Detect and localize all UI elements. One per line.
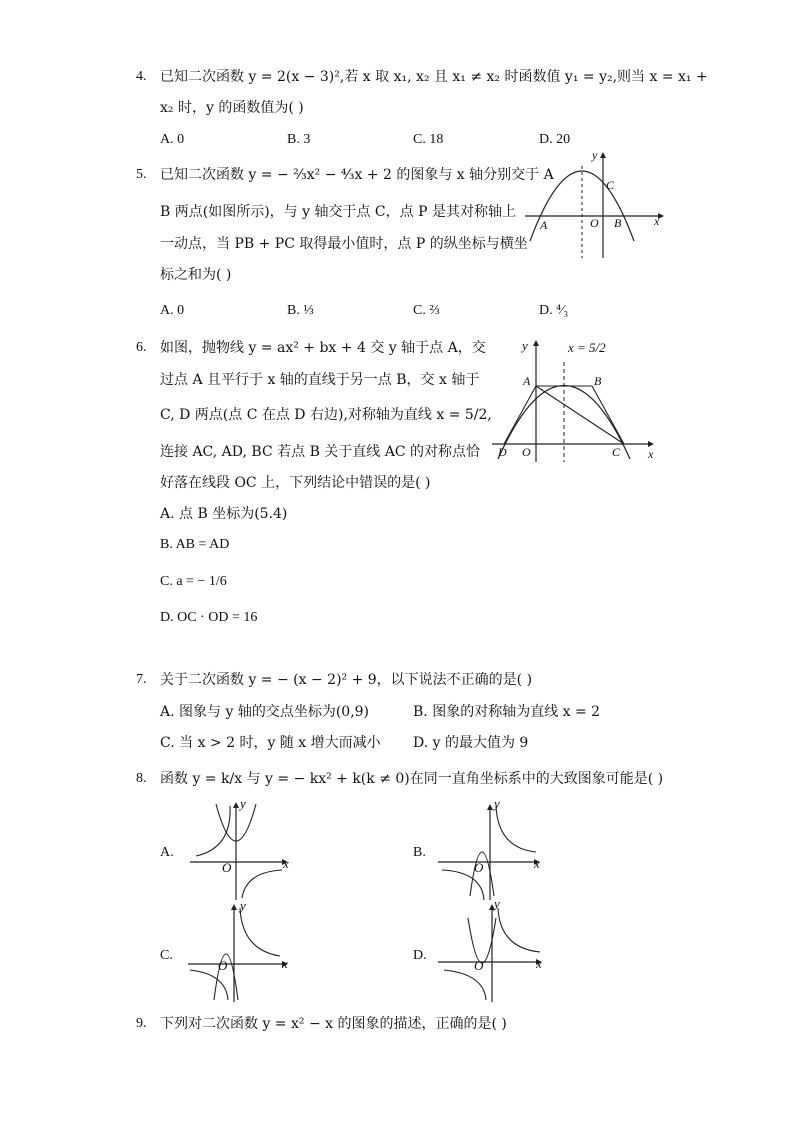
q5-stem-line2: B 两点(如图所示)，与 y 轴交于点 C，点 P 是其对称轴上: [160, 204, 516, 220]
q8d-hyperbola-right: [498, 908, 540, 952]
q9-stem: 下列对二次函数 y = x² − x 的图象的描述，正确的是( ): [160, 1016, 507, 1032]
q6-y-arrow: [533, 340, 539, 346]
q8d-label-o: O: [474, 958, 484, 973]
q6-label-d: D: [498, 445, 507, 459]
q6-option-b: B. AB = AD: [160, 537, 230, 552]
q8-graph-c: [186, 900, 298, 1004]
q4-option-b: B. 3: [287, 132, 311, 147]
q6-stem-line2: 过点 A 且平行于 x 轴的直线于另一点 B，交 x 轴于: [160, 372, 480, 388]
q7-number: 7.: [136, 672, 147, 687]
q5-number: 5.: [136, 167, 147, 182]
q8c-label-o: O: [218, 958, 228, 973]
q7-option-b: B. 图象的对称轴为直线 x = 2: [413, 704, 601, 720]
q5-figure: [520, 146, 670, 266]
q8b-hyperbola-right: [496, 806, 536, 852]
q7-option-a: A. 图象与 y 轴的交点坐标为(0,9): [160, 704, 370, 720]
q8c-hyperbola-left: [190, 970, 228, 1000]
q7-option-c: C. 当 x > 2 时，y 随 x 增大而减小: [160, 735, 381, 751]
q8a-label-y: y: [240, 796, 246, 811]
q9-number: 9.: [136, 1016, 147, 1031]
q5-label-o: O: [590, 216, 599, 230]
q8-stem: 函数 y = k/x 与 y = − kx² + k(k ≠ 0)在同一直角坐标系中的大致图象可能是( ): [160, 771, 664, 787]
q6-label-o: O: [522, 445, 531, 459]
q6-label-x: x: [648, 447, 654, 461]
q5-label-b: B: [614, 216, 622, 230]
q8-option-b: B.: [413, 845, 426, 860]
q5-label-x: x: [654, 214, 660, 228]
q8c-label-y: y: [240, 898, 246, 913]
q5-stem-line1: 已知二次函数 y = − ⅔x² − ⁴⁄₃x + 2 的图象与 x 轴分别交于 A: [160, 167, 554, 183]
q6-option-a: A. 点 B 坐标为(5.4): [160, 506, 288, 522]
q5-label-a: A: [540, 218, 548, 232]
q5-label-c: C: [606, 178, 615, 192]
q8-option-d: D.: [413, 948, 427, 963]
q6-label-a: A: [523, 374, 531, 388]
q8-graph-a: [186, 798, 296, 902]
q6-figure: [488, 334, 668, 466]
q8c-hyperbola-right: [240, 908, 280, 956]
q6-segment-bc: [592, 386, 624, 444]
q8d-label-y: y: [494, 896, 500, 911]
q4-option-c: C. 18: [413, 132, 444, 147]
q8c-label-x: x: [282, 956, 288, 971]
q6-option-d: D. OC · OD = 16: [160, 610, 258, 625]
q8a-label-x: x: [283, 856, 289, 871]
q8a-label-o: O: [222, 860, 232, 875]
q6-stem-line1: 如图，抛物线 y = ax² + bx + 4 交 y 轴于点 A，交: [160, 340, 486, 356]
q8d-hyperbola-left: [444, 970, 486, 1000]
q4-option-a: A. 0: [160, 132, 185, 147]
q6-label-axis: x = 5/2: [568, 340, 606, 355]
q8b-label-y: y: [494, 796, 500, 811]
q6-stem-line3: C, D 两点(点 C 在点 D 右边),对称轴为直线 x = 5/2,: [160, 407, 492, 423]
q8-number: 8.: [136, 771, 147, 786]
q4-number: 4.: [136, 69, 147, 84]
q5-option-c: C. ⅔: [413, 303, 440, 318]
q6-stem-line5: 好落在线段 OC 上，下列结论中错误的是( ): [160, 475, 431, 491]
q5-graph: [520, 146, 670, 266]
q4-stem-line2: x₂ 时，y 的函数值为( ): [160, 100, 304, 116]
q8-option-c: C.: [160, 948, 173, 963]
q5-label-y: y: [592, 148, 598, 162]
q5-option-a: A. 0: [160, 303, 185, 318]
q5-option-b: B. ⅓: [287, 303, 314, 318]
q4-stem-line1: 已知二次函数 y = 2(x − 3)²,若 x 取 x₁, x₂ 且 x₁ ≠ x₂ 时函数值 y₁ = y₂,则当 x = x₁ +: [160, 69, 708, 85]
q5-y-arrow: [600, 152, 606, 158]
q6-segment-ad: [504, 386, 536, 444]
q7-stem: 关于二次函数 y = − (x − 2)² + 9，以下说法不正确的是( ): [160, 672, 533, 688]
q8d-label-x: x: [536, 956, 542, 971]
q6-label-b: B: [594, 374, 602, 388]
q7-option-d: D. y 的最大值为 9: [413, 735, 529, 751]
q8b-label-o: O: [474, 860, 484, 875]
q8-option-a: A.: [160, 845, 174, 860]
q8b-label-x: x: [534, 856, 540, 871]
q6-number: 6.: [136, 340, 147, 355]
q8a-hyperbola-right: [242, 870, 282, 898]
q5-option-d: D. ⁴⁄₃: [539, 303, 569, 318]
q8a-hyperbola-left: [196, 806, 230, 856]
q5-stem-line4: 标之和为( ): [160, 267, 232, 283]
q6-label-y: y: [522, 338, 528, 353]
q4-option-d: D. 20: [539, 132, 571, 147]
q8-graph-b: [436, 796, 548, 902]
q6-option-c: C. a = − 1/6: [160, 574, 227, 589]
q6-stem-line4: 连接 AC, AD, BC 若点 B 关于直线 AC 的对称点恰: [160, 444, 481, 460]
q6-label-c: C: [612, 445, 621, 459]
q6-segment-ac: [536, 386, 624, 444]
q5-stem-line3: 一动点，当 PB + PC 取得最小值时，点 P 的纵坐标与横坐: [160, 236, 528, 252]
q8-graph-d: [436, 896, 548, 1004]
